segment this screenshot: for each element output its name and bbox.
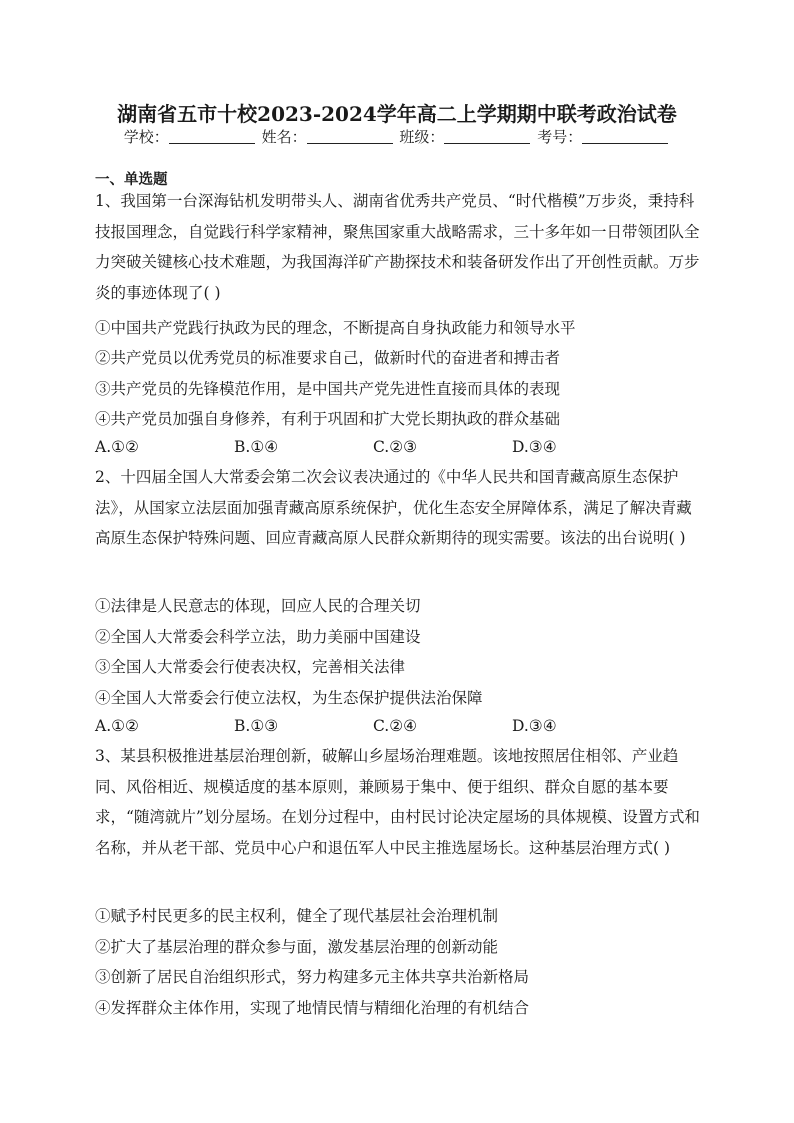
question-1-choice-c: C.②③ <box>373 438 418 456</box>
question-2-option-3: ③全国人大常委会行使表决权，完善相关法律 <box>95 658 406 676</box>
question-2-choice-d: D.③④ <box>512 717 557 735</box>
question-1-option-3: ③共产党员的先锋模范作用，是中国共产党先进性直接而具体的表现 <box>95 380 561 398</box>
question-3-stem: 3、某县积极推进基层治理创新，破解山乡屋场治理难题。该地按照居住相邻、产业趋同、风俗相近、规模适度的基本原则，兼顾易于集中、便于组织、群众自愿的基本要求，“随湾就片”划分屋场。在划分过程中，由村民讨论决定屋场的具体规模、设置方式和名称，并从老干部、党员中心户和退伍军人中民主推选屋场长。这种基层治理方式( ) <box>95 747 700 857</box>
exam-number-label: 考号： <box>537 128 583 146</box>
question-1 <box>95 186 705 308</box>
question-3-option-1: ①赋予村民更多的民主权利，健全了现代基层社会治理机制 <box>95 907 499 925</box>
question-2-choice-b: B.①③ <box>234 717 279 735</box>
question-2-choice-a: A.①② <box>95 717 139 735</box>
name-label: 姓名： <box>261 128 307 146</box>
question-3-option-3: ③创新了居民自治组织形式，努力构建多元主体共享共治新格局 <box>95 968 530 986</box>
question-2-choice-c: C.②④ <box>373 717 418 735</box>
student-info-line <box>0 126 794 147</box>
question-1-option-1: ①中国共产党践行执政为民的理念，不断提高自身执政能力和领导水平 <box>95 319 576 337</box>
question-1-choice-b: B.①④ <box>234 438 279 456</box>
question-3 <box>95 741 705 863</box>
name-blank[interactable] <box>307 129 393 144</box>
question-1-choice-d: D.③④ <box>512 438 557 456</box>
section-heading: 一、单选题 <box>95 171 168 188</box>
exam-number-blank[interactable] <box>582 129 668 144</box>
exam-title: 湖南省五市十校2023-2024学年高二上学期期中联考政治试卷 <box>117 102 677 126</box>
question-2-choices <box>95 717 651 735</box>
question-1-choice-a: A.①② <box>95 438 139 456</box>
question-2-option-2: ②全国人大常委会科学立法，助力美丽中国建设 <box>95 628 421 646</box>
question-1-stem: 1、我国第一台深海钻机发明带头人、湖南省优秀共产党员、“时代楷模”万步炎，秉持科技报国理念，自觉践行科学家精神，聚焦国家重大战略需求，三十多年如一日带领团队全力突破关键核心技术难题，为我国海洋矿产勘探技术和装备研发作出了开创性贡献。万步炎的事迹体现了( ) <box>95 192 700 302</box>
school-blank[interactable] <box>169 129 255 144</box>
question-1-option-2: ②共产党员以优秀党员的标准要求自己，做新时代的奋进者和搏击者 <box>95 349 561 367</box>
question-3-option-2: ②扩大了基层治理的群众参与面，激发基层治理的创新动能 <box>95 938 499 956</box>
school-label: 学校： <box>123 128 169 146</box>
question-2-stem: 2、十四届全国人大常委会第二次会议表决通过的《中华人民共和国青藏高原生态保护法》，从国家立法层面加强青藏高原系统保护，优化生态安全屏障体系，满足了解决青藏高原生态保护特殊问题、回应青藏高原人民群众新期待的现实需要。该法的出台说明( ) <box>95 468 692 547</box>
question-1-option-4: ④共产党员加强自身修养，有利于巩固和扩大党长期执政的群众基础 <box>95 410 561 428</box>
question-1-choices <box>95 438 651 456</box>
class-label: 班级： <box>399 128 445 146</box>
question-2-option-1: ①法律是人民意志的体现，回应人民的合理关切 <box>95 597 421 615</box>
question-3-option-4: ④发挥群众主体作用，实现了地情民情与精细化治理的有机结合 <box>95 999 530 1017</box>
question-2 <box>95 462 705 554</box>
question-2-option-4: ④全国人大常委会行使立法权，为生态保护提供法治保障 <box>95 689 483 707</box>
class-blank[interactable] <box>444 129 530 144</box>
